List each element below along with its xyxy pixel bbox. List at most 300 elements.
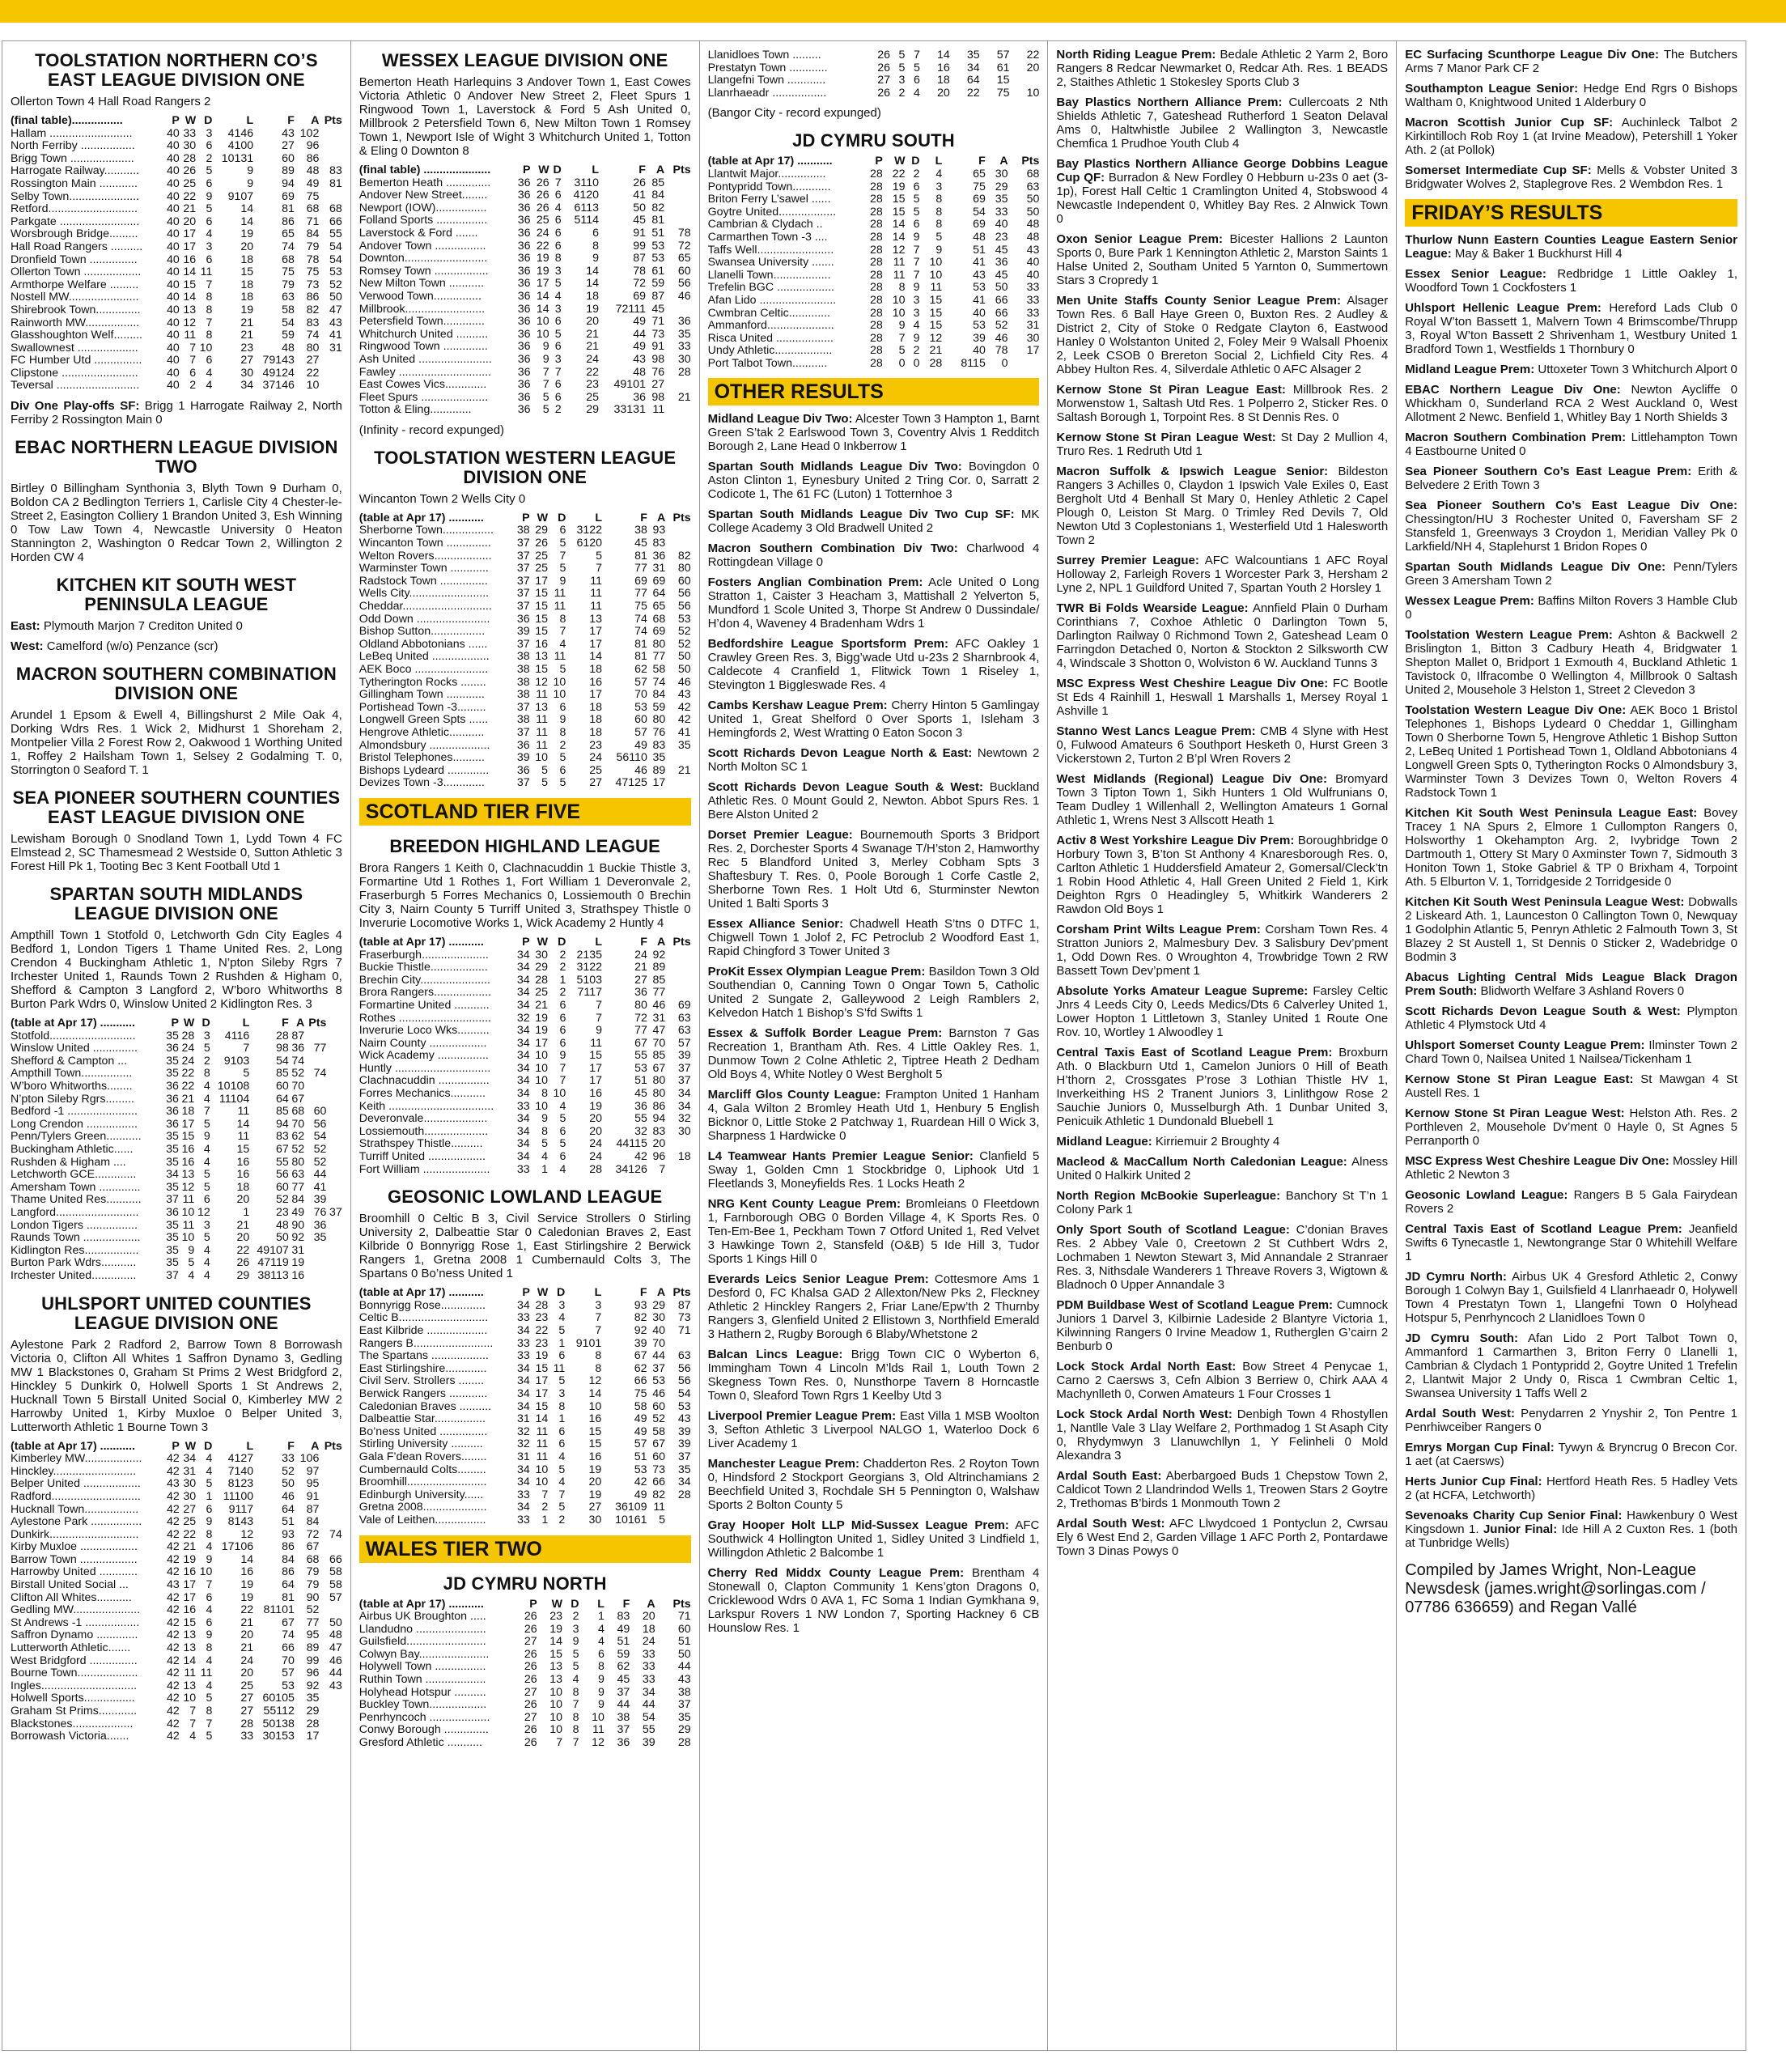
stat-cell: 6 [559, 998, 566, 1012]
stat-cell: 32 [517, 1424, 530, 1438]
stat-cell: 50 [1026, 205, 1040, 219]
stat-cell: 58 [282, 303, 295, 316]
stat-cell: 17 [589, 1074, 603, 1088]
results-paragraph: Lock Stock Ardal North West: Denbigh Town 4 Rhostyllen 1, Nantlle Vale 3 Llay Welfare 2, Porthmadog 1 St Asaph City 0, Rhydymwyn 3 Llanuwchllyn 1, Y Felinheli 0 Mold Alexandra 3 [1056, 1408, 1389, 1463]
team-name-cell: LeBeq United .................. [358, 651, 490, 664]
stat-cell: 55 [634, 1112, 647, 1126]
stat-cell: 7 [913, 268, 920, 282]
stat-cell: 28 [870, 218, 883, 231]
stat-cell: 31 [1026, 319, 1040, 333]
table-row [359, 677, 691, 690]
stat-cell: 2 [572, 1610, 579, 1624]
stat-cell: 26 [524, 1736, 537, 1750]
table-row [11, 1667, 342, 1680]
stat-cell: 80 [291, 1155, 305, 1169]
stat-cell: 26 [633, 176, 646, 189]
stat-cell: 98 [276, 1042, 289, 1055]
league-table [359, 164, 691, 417]
team-name-cell: Gretna 2008.................... [358, 1501, 487, 1514]
stat-cell: 22 [966, 86, 980, 100]
stat-cell: 5 [559, 776, 566, 790]
stat-cell: 30 [183, 139, 197, 153]
stat-cell: 11 [590, 600, 603, 614]
stat-cell: 13 [183, 1641, 197, 1655]
stat-cell: 73 [651, 327, 665, 341]
stat-cell: 6 [206, 1590, 213, 1604]
team-name-cell: Kirby Muxloe .................. [11, 1541, 138, 1554]
table-row [11, 355, 342, 367]
stat-cell: 28 [276, 1029, 289, 1042]
stat-cell: 6113 [574, 201, 600, 214]
stat-cell: 43 [282, 126, 295, 140]
league-heading-jd-cymru-south: JD CYMRU SOUTH [792, 130, 955, 151]
stat-cell: 64 [652, 587, 666, 601]
stat-cell: 36 [166, 1205, 179, 1219]
team-name-cell: Amersham Town ............. [11, 1181, 141, 1194]
stat-cell: 10 [535, 1099, 548, 1113]
stat-cell: 52 [306, 1603, 320, 1617]
stat-cell: 43 [677, 688, 691, 702]
stat-cell: 33 [517, 1513, 530, 1526]
stat-cell: 6 [559, 1024, 566, 1038]
team-name-cell: Cheddar............................ [358, 601, 492, 614]
stat-cell: 84 [306, 1515, 320, 1529]
table-header-cell: P [172, 1439, 180, 1453]
stat-cell: 6 [559, 1124, 566, 1138]
stat-cell: 10 [549, 1685, 563, 1699]
stat-cell: 7 [203, 1105, 210, 1119]
stat-cell: 10 [536, 327, 549, 341]
stat-cell: 58 [634, 1399, 647, 1413]
stat-cell: 8 [572, 1723, 579, 1737]
stat-cell: 50 [1026, 193, 1040, 206]
team-name-cell: Newport (IOW)................ [358, 202, 487, 214]
stat-cell: 40 [973, 344, 986, 358]
stat-cell: 6 [913, 74, 920, 87]
stat-cell: 25 [240, 1679, 254, 1692]
stat-cell: 86 [652, 1099, 666, 1113]
team-name-cell: Glasshoughton Welf......... [11, 329, 142, 342]
stat-cell: 66 [634, 1374, 647, 1388]
stat-cell: 33 [516, 1099, 530, 1113]
table-row [11, 1680, 342, 1693]
stat-cell: 53 [329, 265, 342, 279]
stat-cell: 14 [892, 230, 906, 244]
team-name-cell: Rossington Main ............ [11, 177, 138, 190]
stat-cell: 81 [634, 549, 647, 563]
table-row [708, 320, 1040, 333]
stat-cell: 43 [167, 1578, 180, 1592]
stat-cell: 13 [183, 1628, 197, 1642]
stat-cell: 75 [996, 86, 1010, 100]
results-paragraph: Cherry Red Middx County League Prem: Brentham 4 Stonewall 0, Clapton Community 1 Kens’gton Dragons 0, Cricklewood Wdrs 0 AVA 1, FC Soma 1 Indian Gymkhana 9, Larkspur Rovers 1 NW London 7, Sporting Hackney 6 CB Hounslow Res. 1 [707, 1566, 1040, 1636]
stat-cell: 22 [181, 1067, 195, 1081]
stat-cell: 3 [558, 1386, 566, 1400]
table-row [11, 1642, 342, 1655]
stat-cell: 7 [556, 1736, 563, 1750]
stat-cell: 84 [282, 1552, 295, 1566]
stat-cell: 60 [634, 713, 647, 727]
results-paragraph: Spartan South Midlands League Div Two Cup SF: MK College Academy 3 Old Bradwell United 2 [707, 507, 1040, 536]
table-row [11, 1081, 342, 1093]
team-name-cell: Bishop Sutton................. [358, 626, 486, 639]
team-name-cell: Bo’ness United ............... [358, 1425, 488, 1438]
stat-cell: 11 [554, 650, 566, 664]
stat-cell: 14 [535, 1412, 549, 1426]
section-banner-friday-s-results: FRIDAY’S RESULTS [1405, 199, 1737, 227]
stat-cell: 13 [549, 1660, 563, 1674]
team-name-cell: Portishead Town -3......... [358, 701, 486, 714]
stat-cell: 67 [291, 1092, 305, 1106]
results-paragraph: Gray Hooper Holt LLP Mid-Sussex League Prem: AFC Southwick 4 Hollington United 1, Sidley United 3 Lindfield 1, Willingdon Athletic 2 Balcombe 1 [707, 1518, 1040, 1560]
stat-cell: 66 [329, 1552, 342, 1566]
stat-cell: 19 [240, 227, 254, 241]
stat-cell: 5 [913, 61, 920, 74]
team-name-cell: Raunds Town .................. [11, 1232, 141, 1245]
stat-cell: 27 [634, 973, 647, 987]
league-heading-jd-cymru-north: JD CYMRU NORTH [443, 1573, 607, 1594]
table-row [359, 714, 691, 727]
team-name-cell: Nairn County .................. [358, 1037, 487, 1050]
stat-cell: 42 [167, 1527, 180, 1541]
table-row [11, 367, 342, 380]
stat-cell: 7 [189, 354, 197, 367]
table-header-cell: D [558, 935, 566, 949]
stat-cell: 48 [306, 164, 320, 178]
league-heading-breedon-highland-league: BREEDON HIGHLAND LEAGUE [389, 835, 660, 856]
team-name-cell: Wells City......................... [358, 588, 490, 601]
table-row [708, 74, 1040, 87]
team-name-cell: Radford............................ [11, 1490, 141, 1503]
stat-cell: 42 [167, 1654, 180, 1667]
stat-cell: 26 [524, 1660, 537, 1674]
stat-cell: 40 [652, 1324, 666, 1337]
stat-cell: 86 [282, 214, 295, 228]
stat-cell: 50 [995, 281, 1008, 295]
table-row [359, 1126, 691, 1139]
stat-cell: 42 [167, 1717, 180, 1730]
team-name-cell: Celtic B............................ [358, 1312, 489, 1325]
stat-cell: 55112 [263, 1705, 295, 1717]
team-name-cell: Holyhead Hotspur .......... [358, 1686, 486, 1699]
stat-cell: 16 [588, 1450, 602, 1463]
results-paragraph: Marcliff Glos County League: Frampton United 1 Hanham 4, Gala Wilton 2 Bromley Heath Utd 1, Henbury 5 English Bicknor 0, Little Stoke 2 Patchway 1, Ruardean Hill 0 Wick 3, Sharpness 1 Hardwicke 0 [707, 1088, 1040, 1144]
team-name-cell: Forres Mechanics........... [358, 1088, 486, 1101]
stat-cell: 20 [588, 1475, 602, 1489]
table-row [11, 128, 342, 141]
stat-cell: 7 [559, 1061, 566, 1075]
stat-cell: 14 [586, 277, 600, 291]
stat-cell: 7140 [227, 1464, 254, 1478]
team-name-cell: Gresford Athletic ........... [358, 1737, 482, 1750]
stat-cell: 51 [634, 1074, 647, 1088]
stat-cell: 42 [167, 1679, 180, 1692]
results-paragraph: Wessex League Prem: Baffins Milton Rovers 3 Hamble Club 0 [1405, 594, 1737, 622]
results-paragraph: Uhlsport Hellenic League Prem: Hereford Lads Club 0 Royal W’ton Bassett 1, Malvern Town 4 Brimscombe/Thrupp 3, Royal W’ton Bassett 2 Shrivenham 1, Westbury United 1 Bradford Town 1, Westfields 1 Thornbury 0 [1405, 301, 1737, 356]
stat-cell: 5 [558, 1324, 566, 1337]
stat-cell: 24 [240, 1654, 254, 1667]
table-row [359, 550, 691, 563]
stat-cell: 19 [535, 1349, 549, 1363]
stat-cell: 11 [893, 256, 906, 270]
stat-cell: 11100 [223, 1489, 254, 1503]
stat-cell: 7 [595, 1324, 602, 1337]
stat-cell: 36 [291, 1042, 305, 1055]
stat-cell: 17 [535, 1386, 549, 1400]
table-row [359, 537, 691, 550]
table-header-cell: Pts [324, 114, 342, 127]
stat-cell: 51 [677, 1635, 691, 1649]
team-name-cell: Thame United Res........... [11, 1194, 142, 1207]
results-paragraph: Bemerton Heath Harlequins 3 Andover Town 1, East Cowes Victoria Athletic 0 Andover New Street 2, Fleet Spurs 1 Ringwood Town 1, Laverstock & Ford 5 Ash United 0, Millbrook 2 Petersfield Town 6, New Milton Town 1 Romsey Town 1, Newport Isle of Wight 3 Whitchurch United 1, Totton & Eling 0 Downton 8 [358, 75, 691, 158]
table-row [359, 1363, 691, 1376]
team-name-cell: Downton.......................... [358, 253, 488, 265]
results-paragraph: Men Unite Staffs County Senior League Prem: Alsager Town Res. 6 Ball Haye Green 0, Buxton Res. 2 Audley & District 2, City of Stoke 0 Redgate Clayton 6, Eastwood Hanley 0 Wolstanton United 2, Foley Meir 9 Walsall Phoenix 2, Leek CSOB 0 Brereton Social 2, Lichfield City Res. 4 Abbey Hulton Res. 4, Silverdale Athletic 0 AFC Alsager 2 [1056, 294, 1389, 376]
stat-cell: 5 [542, 390, 549, 404]
stat-cell: 46 [677, 289, 691, 303]
team-name-cell: Llanidloes Town ......... [707, 49, 821, 62]
stat-cell: 15 [929, 306, 943, 320]
stat-cell: 36 [166, 1092, 179, 1106]
stat-cell: 93 [652, 524, 666, 537]
stat-cell: 52 [995, 319, 1008, 333]
stat-cell: 37 [516, 637, 530, 651]
stat-cell: 11 [554, 600, 566, 614]
table-row [359, 1611, 691, 1624]
stat-cell: 5 [203, 1042, 210, 1055]
table-row [359, 1151, 691, 1164]
team-name-cell: St Andrews -1 ................. [11, 1616, 140, 1629]
stat-cell: 67 [634, 1036, 647, 1050]
table-row [11, 291, 342, 304]
stat-cell: 35 [677, 738, 691, 752]
stat-cell: 4 [913, 86, 920, 100]
stat-cell: 5 [206, 1477, 213, 1491]
stat-cell: 5 [541, 776, 548, 790]
stat-cell: 15 [535, 625, 548, 639]
team-name-cell: Sherborne Town................ [358, 524, 494, 537]
stat-cell: 4 [913, 319, 920, 333]
stat-cell: 42 [167, 1590, 180, 1604]
table-header-cell: Pts [672, 1597, 691, 1611]
stat-cell: 37 [677, 1450, 691, 1463]
table-row [359, 1101, 691, 1114]
stat-cell: 40 [167, 139, 180, 153]
table-row [359, 664, 691, 677]
team-name-cell: Fort William ..................... [358, 1163, 490, 1176]
results-paragraph: Activ 8 West Yorkshire League Div Prem: Boroughbridge 0 Horbury Town 3, B’ton St Anthony 4 Knaresborough Res. 0, Carlton Athletic 1 Huddersfield Amateur 2, Gomersal/Cleck’tn 1 Robin Hood Athletic 4, Hall Green United 2 Field 1, Kirk Deighton Rgrs 0 Headingley 5, Whitkirk Wanderers 2 Rawdon Old Boys 1 [1056, 834, 1389, 916]
stat-cell: 28 [870, 306, 883, 320]
stat-cell: 73 [652, 1463, 666, 1476]
stat-cell: 8 [203, 1067, 210, 1081]
table-row [11, 1257, 342, 1270]
stat-cell: 57 [634, 1437, 647, 1451]
stat-cell: 7 [595, 1311, 602, 1325]
stat-cell: 18 [240, 253, 254, 266]
team-name-cell: Ringwood Town .............. [358, 341, 488, 354]
results-paragraph: Lewisham Borough 0 Snodland Town 1, Lydd Town 4 FC Elmstead 2, SC Thamesmead 2 Westside 0, Sutton Athletic 3 Forest Hill Pk 1, Tooting Bec 3 Kent Football Utd 1 [11, 832, 342, 874]
stat-cell: 47 [329, 1641, 342, 1655]
stat-cell: 3 [935, 180, 943, 193]
stat-cell: 85 [652, 973, 666, 987]
stat-cell: 4 [541, 1150, 548, 1164]
stat-cell: 14 [240, 202, 254, 216]
stat-cell: 15 [588, 1424, 602, 1438]
stat-cell: 2135 [576, 948, 603, 962]
stat-cell: 4 [559, 1162, 566, 1176]
stat-cell: 30 [240, 366, 254, 380]
table-row [359, 689, 691, 702]
stat-cell: 77 [634, 562, 647, 575]
stat-cell: 34 [517, 1361, 530, 1375]
table-header-cell: W [185, 1439, 197, 1453]
stat-cell: 20 [589, 1124, 603, 1138]
stat-cell: 42 [167, 1705, 180, 1717]
stat-cell: 36 [652, 549, 666, 563]
stat-cell: 18 [936, 74, 950, 87]
stat-cell: 34 [516, 1049, 530, 1063]
team-name-cell: Bishops Lydeard ............. [358, 764, 490, 777]
stat-cell: 9 [247, 176, 254, 190]
stat-cell: 65 [677, 252, 691, 265]
table-header-cell: W [537, 511, 548, 524]
stat-cell: 1 [558, 1336, 566, 1350]
stat-cell: 4 [554, 289, 562, 303]
stat-cell: 18 [586, 289, 600, 303]
league-table [11, 115, 342, 393]
table-row [708, 358, 1040, 371]
results-paragraph: Macron Scottish Junior Cup SF: Auchinleck Talbot 2 Kirkintilloch Rob Roy 1 (at Irvine Meadow), Petershill 1 Yoker Ath. 2 (at Pollok) [1405, 116, 1737, 157]
stat-cell: 60 [677, 1622, 691, 1636]
stat-cell: 38 [516, 524, 530, 537]
team-name-cell: Ingles.............................. [11, 1679, 138, 1692]
stat-cell: 28 [870, 256, 883, 270]
team-name-cell: Berwick Rangers ............ [358, 1387, 488, 1400]
stat-cell: 27 [240, 1705, 254, 1717]
stat-cell: 7 [898, 331, 906, 345]
stat-cell: 5 [558, 1501, 566, 1514]
stat-cell: 11 [893, 268, 906, 282]
stat-cell: 36 [677, 315, 691, 329]
stat-cell: 37 [516, 600, 530, 614]
stat-cell: 43 [329, 316, 342, 329]
stat-cell: 15 [181, 1130, 195, 1144]
table-row [359, 1312, 691, 1325]
stat-cell: 42 [167, 1540, 180, 1554]
stat-cell: 4 [206, 227, 213, 241]
table-row [11, 1453, 342, 1466]
stat-cell: 98 [651, 390, 665, 404]
stat-cell: 8 [206, 303, 213, 316]
table-header-row [359, 512, 691, 525]
stat-cell: 96 [652, 1150, 666, 1164]
stat-cell: 8 [206, 1641, 213, 1655]
team-name-cell: Vale of Leithen................ [358, 1514, 486, 1526]
stat-cell: 81 [282, 202, 295, 216]
results-paragraph: Cambs Kershaw League Prem: Cherry Hinton 5 Gamlingay United 1, Great Shelford 0 Over Sports 1, Isleham 3 Hemingfords 2, West Wratting 0 Eaton Socon 3 [707, 698, 1040, 741]
stat-cell: 61 [996, 61, 1010, 74]
stat-cell: 11 [536, 725, 548, 739]
table-header-cell: D [558, 511, 566, 524]
table-header-row [359, 1287, 691, 1300]
stat-cell: 34 [517, 1374, 530, 1388]
team-name-cell: Brora Rangers.................. [358, 987, 492, 1000]
team-name-cell: Petersfield Town............. [358, 316, 485, 329]
stat-cell: 9 [542, 340, 549, 354]
stat-cell: 5 [572, 1660, 579, 1674]
stat-cell: 29 [586, 403, 600, 417]
results-paragraph: Arundel 1 Epsom & Ewell 4, Billingshurst 2 Mile Oak 4, Dorking Wdrs Res. 1 Wick 2, Midhurst 1 Shoreham 2, Montpelier Villa 2 Forest Row 2, Oakwood 1 Worthing United 1, Roffey 2 Hailsham Town 1, Selsey 2 Godalming T. 0, Storrington 0 Seaford T. 1 [11, 708, 342, 778]
stat-cell: 37 [617, 1685, 630, 1699]
table-row [359, 177, 691, 190]
results-paragraph: Sea Pioneer Southern Co’s East League Div One: Chessington/HU 3 Rochester United 0, Faversham SF 2 Stansfeld 1, Greenways 3 Croydon 1, Meridian Valley Pk 0 Larkfield/NH 4, Staplehurst 1 Bridon Ropes 0 [1405, 499, 1737, 554]
stat-cell: 5 [203, 1180, 210, 1194]
team-name-cell: Ollerton Town .................. [11, 266, 142, 279]
stat-cell: 33 [517, 1349, 530, 1363]
results-paragraph: Birtley 0 Billingham Synthonia 3, Blyth Town 9 Durham 0, Boldon CA 2 Bedlington Terriers 1, Carlisle City 4 Chester-le-Street 2, Easington Colliery 1 Brandon United 3, Esh Winning 0 Tow Law Town 4, Newcastle University 0 Heaton Stannington 2, Washington 0 Redcar Town 2, Willington 2 Horden CW 4 [11, 482, 342, 565]
stat-cell: 3 [913, 293, 920, 307]
table-header-cell: F [640, 935, 647, 949]
stat-cell: 30 [183, 1489, 197, 1503]
table-header-cell: W [185, 114, 197, 127]
stat-cell: 1 [558, 1412, 566, 1426]
stat-cell: 6 [206, 214, 213, 228]
table-row [359, 1000, 691, 1013]
stat-cell: 6 [206, 1616, 213, 1629]
stat-cell: 24 [589, 751, 603, 765]
stat-cell: 40 [1026, 268, 1040, 282]
stat-cell: 68 [282, 253, 295, 266]
stat-cell: 9 [206, 1628, 213, 1642]
table-row [359, 1451, 691, 1464]
stat-cell: 68 [306, 1552, 320, 1566]
team-name-cell: Rushden & Higham .... [11, 1156, 126, 1169]
stat-cell: 36 [166, 1080, 179, 1093]
stat-cell: 12 [892, 243, 906, 257]
team-name-cell: Nostell MW...................... [11, 291, 139, 304]
stat-cell: 41 [633, 189, 646, 202]
table-row [11, 1131, 342, 1144]
stat-cell: 64 [276, 1092, 289, 1106]
stat-cell: 5 [243, 1067, 250, 1081]
stat-cell: 20 [240, 1667, 254, 1680]
stat-cell: 10 [183, 1692, 197, 1705]
stat-cell: 11 [553, 1361, 566, 1375]
table-row [11, 329, 342, 342]
league-heading-uhlsport-united-counties-league-division-one: UHLSPORT UNITED COUNTIES LEAGUE DIVISION ONE [41, 1293, 312, 1333]
results-paragraph: Stanno West Lancs League Prem: CMB 4 Slyne with Hest 0, Fulwood Amateurs 6 Southport Hesketh 0, Hurst Green 3 Vickerstown 2, Turton 2 B’pl Wren Rovers 2 [1056, 724, 1389, 766]
stat-cell: 21 [183, 1540, 197, 1554]
team-name-cell: Buckie Thistle.................. [358, 962, 488, 974]
results-paragraph: North Riding League Prem: Bedale Athletic 2 Yarm 2, Boro Rangers 8 Redcar Newmarket 0, Redcar Ath. Res. 1 BEADS 2, Staithes Athletic 1 Stokesley Sports Club 3 [1056, 48, 1389, 89]
table-row [11, 1655, 342, 1668]
stat-cell: 35 [166, 1067, 179, 1081]
stat-cell: 17106 [221, 1540, 254, 1554]
stat-cell: 11 [200, 265, 213, 279]
stat-cell: 36109 [615, 1501, 647, 1514]
stat-cell: 8 [558, 1399, 566, 1413]
stat-cell: 40 [167, 176, 180, 190]
stat-cell: 36 [166, 1117, 179, 1131]
table-header-cell: L [246, 1439, 254, 1453]
results-paragraph: L4 Teamwear Hants Premier League Senior: Clanfield 5 Sway 1, Golden Cmn 1 Stockbridge 0, Liphook Utd 1 Fleetlands 3, Moneyfields Res. 1 Locks Heath 2 [707, 1149, 1040, 1191]
stat-cell: 44 [617, 1698, 630, 1712]
stat-cell: 27 [282, 139, 295, 153]
stat-cell: 16 [240, 1565, 254, 1579]
stat-cell: 48 [1026, 230, 1040, 244]
results-paragraph: JD Cymru South: Afan Lido 2 Port Talbot Town 0, Ammanford 1 Carmarthen 3, Briton Ferry 0 Llanelli 1, Cambrian & Clydach 1 Pontypridd 2, Goytre United 1 Trefelin 2, Llantwit Major 2 Undy 0, Risca 1 Cwmbran Celtic 1, Swansea University 1 Taffs Well 2 [1405, 1331, 1737, 1400]
table-header-cell: (table at Apr 17) ........... [358, 1598, 484, 1611]
